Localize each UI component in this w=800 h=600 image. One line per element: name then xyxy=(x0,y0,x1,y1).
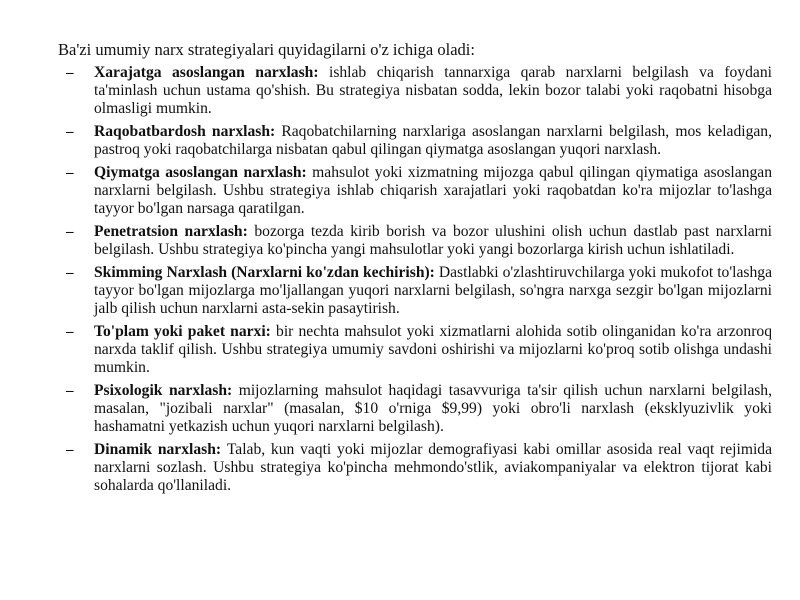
bullet-icon: – xyxy=(66,65,74,81)
pricing-strategies-list xyxy=(66,64,772,500)
strategy-term: Xarajatga asoslangan narxlash: xyxy=(94,64,329,81)
bullet-icon: – xyxy=(66,165,74,181)
strategy-description: bozorga tezda kirib borish va bozor ulushini olish uchun dastlab past narxlarni belgilash. Ushbu strategiya ko'pincha yangi mahsulotlar yoki yangi bozorlarga kirish uchun ishlatiladi. xyxy=(94,223,773,258)
bullet-icon: – xyxy=(66,324,74,340)
strategy-description: Talab, kun vaqti yoki mijozlar demografiyasi kabi omillar asosida real vaqt rejimida narxlarni sozlash. Ushbu strategiya ko'pincha mehmondo'stlik, aviakompaniyalar va elektron tijorat kabi sohalarda qo'llaniladi. xyxy=(94,441,772,494)
strategy-term: Psixologik narxlash: xyxy=(94,382,239,399)
bullet-icon: – xyxy=(66,124,74,140)
list-item xyxy=(66,123,772,159)
list-item xyxy=(66,323,772,377)
strategy-term: Skimming Narxlash (Narxlarni ko'zdan kechirish): xyxy=(94,264,439,281)
list-item xyxy=(66,441,772,495)
strategy-term: Penetratsion narxlash: xyxy=(94,223,255,240)
list-item xyxy=(66,382,772,436)
strategy-description: Dastlabki o'zlashtiruvchilarga yoki mukofot to'lashga tayyor bo'lgan mijozlarga mo'ljallangan yuqori narxlarni belgilash, so'ngra narxga sezgir bo'lgan mijozlarni jalb qilish uchun narxlarni asta-sekin pasaytirish. xyxy=(94,264,772,317)
list-item xyxy=(66,64,772,118)
intro-text: Ba'zi umumiy narx strategiyalari quyidagilarni o'z ichiga oladi: xyxy=(58,40,475,59)
strategy-description: bir nechta mahsulot yoki xizmatlarni alohida sotib olinganidan ko'ra arzonroq narxda taklif qilish. Ushbu strategiya umumiy savdoni oshirishi va mijozlarni ko'proq sotib olishga undashi mumkin. xyxy=(94,323,772,376)
bullet-icon: – xyxy=(66,383,74,399)
strategy-term: Qiymatga asoslangan narxlash: xyxy=(94,164,313,181)
bullet-icon: – xyxy=(66,224,74,240)
list-item xyxy=(66,164,772,218)
strategy-description: ishlab chiqarish tannarxiga qarab narxlarni belgilash va foydani ta'minlash uchun ustama qo'shish. Bu strategiya nisbatan sodda, lekin bozor talabi yoki raqobatni hisobga olmasligi mumkin. xyxy=(94,64,772,117)
strategy-description: Raqobatchilarning narxlariga asoslangan narxlarni belgilash, mos keladigan, pastroq yoki raqobatchilarga nisbatan qabul qilingan qiymatga asoslangan yuqori narxlash. xyxy=(94,123,772,158)
strategy-term: To'plam yoki paket narxi: xyxy=(94,323,277,340)
bullet-icon: – xyxy=(66,442,74,458)
bullet-icon: – xyxy=(66,265,74,281)
strategy-description: mahsulot yoki xizmatning mijozga qabul qilingan qiymatiga asoslangan narxlarni belgilash. Ushbu strategiya ishlab chiqarish xarajatlari yoki raqobatdan ko'ra mijozlar to'lashga tayyor bo'lgan narsaga qaratilgan. xyxy=(94,164,772,217)
strategy-term: Dinamik narxlash: xyxy=(94,441,227,458)
strategy-term: Raqobatbardosh narxlash: xyxy=(94,123,282,140)
strategy-description: mijozlarning mahsulot haqidagi tasavvuriga ta'sir qilish uchun narxlarni belgilash, masalan, "jozibali narxlar" (masalan, $10 o'rniga $9,99) yoki obro'li narxlash (eksklyuzivlik yoki hashamatni yetkazish uchun yuqori narxlarni belgilash). xyxy=(94,382,773,435)
list-item xyxy=(66,264,772,318)
list-item xyxy=(66,223,772,259)
